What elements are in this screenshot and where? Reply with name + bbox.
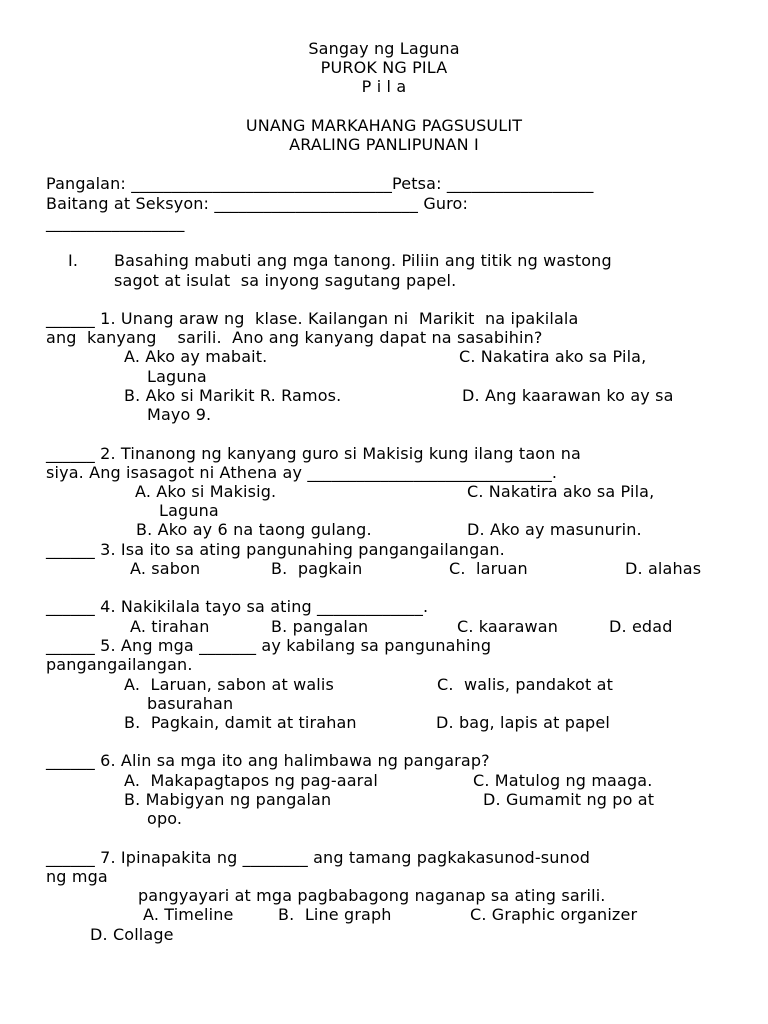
question-6-choice-d: D. Gumamit ng po at <box>483 790 655 809</box>
question-5-choice-c-cont: basurahan <box>147 694 234 713</box>
question-5-choice-a: A. Laruan, sabon at walis <box>124 675 334 694</box>
header-town: P i l a <box>361 77 407 96</box>
question-2-choice-c: C. Nakatira ako sa Pila, <box>467 482 655 501</box>
question-1-choice-c: C. Nakatira ako sa Pila, <box>459 347 647 366</box>
question-1-choice-d-cont: Mayo 9. <box>147 405 212 424</box>
subject-title: ARALING PANLIPUNAN I <box>289 135 479 154</box>
question-1-line-2: ang kanyang sarili. Ano ang kanyang dapat na sasabihin? <box>46 328 543 347</box>
question-2-choice-b: B. Ako ay 6 na taong gulang. <box>136 520 372 539</box>
question-7-choice-b: B. Line graph <box>278 905 392 924</box>
question-4-line-1: ______ 4. Nakikilala tayo sa ating _____________. <box>46 597 429 616</box>
question-3-choice-d: D. alahas <box>625 559 702 578</box>
question-2-line-2: siya. Ang isasagot ni Athena ay ______________________________. <box>46 463 558 482</box>
section-numeral: I. <box>68 251 79 270</box>
question-1-choice-c-cont: Laguna <box>147 367 207 386</box>
header-division: Sangay ng Laguna <box>308 39 460 58</box>
question-2-choice-c-cont: Laguna <box>159 501 219 520</box>
question-6-choice-d-cont: opo. <box>147 809 183 828</box>
question-7-line-3: pangyayari at mga pagbabagong naganap sa ating sarili. <box>138 886 606 905</box>
question-5-choice-d: D. bag, lapis at papel <box>436 713 610 732</box>
question-5-choice-b: B. Pagkain, damit at tirahan <box>124 713 357 732</box>
question-7-line-2: ng mga <box>46 867 108 886</box>
question-4-choice-d: D. edad <box>609 617 673 636</box>
question-1-choice-d: D. Ang kaarawan ko ay sa <box>462 386 674 405</box>
question-1-choice-b: B. Ako si Marikit R. Ramos. <box>124 386 342 405</box>
question-6-choice-a: A. Makapagtapos ng pag-aaral <box>124 771 378 790</box>
question-4-choice-b: B. pangalan <box>271 617 369 636</box>
question-7-line-1: ______ 7. Ipinapakita ng ________ ang tamang pagkakasunod-sunod <box>46 848 591 867</box>
question-6-choice-b: B. Mabigyan ng pangalan <box>124 790 332 809</box>
question-6-choice-c: C. Matulog ng maaga. <box>473 771 653 790</box>
question-1-choice-a: A. Ako ay mabait. <box>124 347 268 366</box>
question-3-choice-a: A. sabon <box>130 559 201 578</box>
question-2-line-1: ______ 2. Tinanong ng kanyang guro si Makisig kung ilang taon na <box>46 444 582 463</box>
question-3-line-1: ______ 3. Isa ito sa ating pangunahing pangangailangan. <box>46 540 505 559</box>
question-5-line-1: ______ 5. Ang mga _______ ay kabilang sa pangunahing <box>46 636 492 655</box>
question-4-choice-c: C. kaarawan <box>457 617 559 636</box>
name-date-field: Pangalan: ________________________________Petsa: __________________ <box>46 174 594 193</box>
question-3-choice-b: B. pagkain <box>271 559 363 578</box>
question-1-line-1: ______ 1. Unang araw ng klase. Kailangan ni Marikit na ipakilala <box>46 309 579 328</box>
question-2-choice-d: D. Ako ay masunurin. <box>467 520 642 539</box>
question-7-choice-a: A. Timeline <box>143 905 234 924</box>
question-6-line-1: ______ 6. Alin sa mga ito ang halimbawa ng pangarap? <box>46 751 490 770</box>
exam-title: UNANG MARKAHANG PAGSUSULIT <box>245 116 523 135</box>
header-district: PUROK NG PILA <box>320 58 448 77</box>
question-5-line-2: pangangailangan. <box>46 655 193 674</box>
grade-teacher-field: Baitang at Seksyon: _________________________ Guro: <box>46 194 469 213</box>
question-7-choice-d: D. Collage <box>90 925 174 944</box>
question-4-choice-a: A. tirahan <box>130 617 210 636</box>
instructions-line-2: sagot at isulat sa inyong sagutang papel. <box>114 271 457 290</box>
question-2-choice-a: A. Ako si Makisig. <box>135 482 277 501</box>
question-3-choice-c: C. laruan <box>449 559 528 578</box>
instructions-line-1: Basahing mabuti ang mga tanong. Piliin ang titik ng wastong <box>114 251 612 270</box>
teacher-blank: _________________ <box>46 213 185 232</box>
question-7-choice-c: C. Graphic organizer <box>470 905 638 924</box>
question-5-choice-c: C. walis, pandakot at <box>437 675 614 694</box>
